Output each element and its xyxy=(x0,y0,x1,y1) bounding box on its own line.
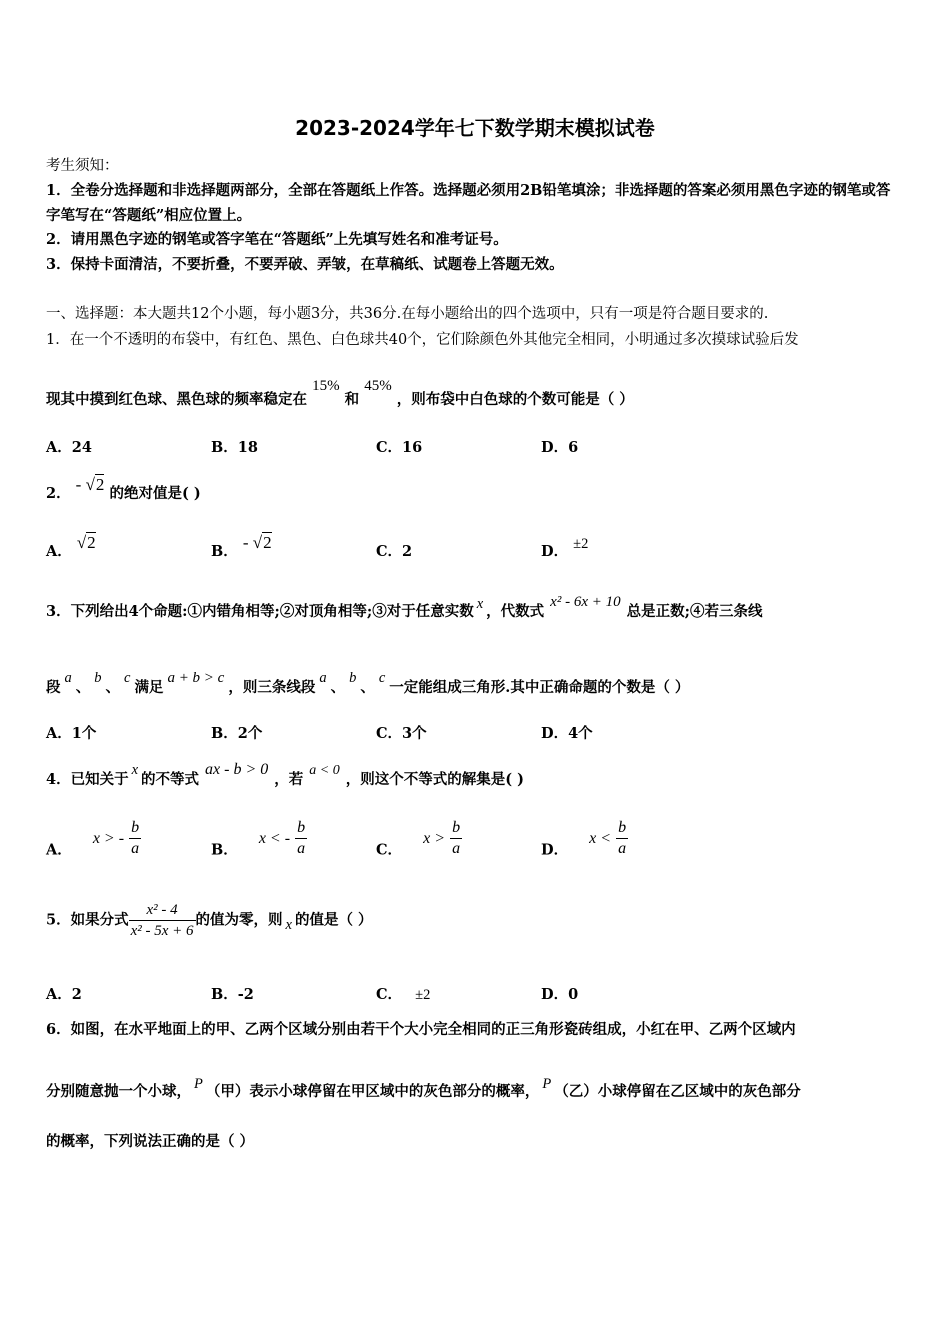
q4-option-c-fraction xyxy=(450,818,462,859)
q3-sep-1: 、 xyxy=(75,679,91,696)
q2-option-a-value: √2 xyxy=(76,533,96,552)
q3-option-c: C．3个 xyxy=(376,725,427,742)
q3-text-end: 一定能组成三角形.其中正确命题的个数是（ ） xyxy=(389,679,690,696)
q4-option-d-den: a xyxy=(618,840,627,857)
q6-text-a: 分别随意抛一个小球， xyxy=(46,1083,191,1100)
q3-var-c: c xyxy=(124,670,131,686)
q5-option-b: B．-2 xyxy=(211,986,254,1003)
q4-option-b-label: B． xyxy=(211,841,238,859)
q4-option-b-num: b xyxy=(295,818,307,839)
q3-var-x: x xyxy=(476,596,484,612)
q3-var-c-2: c xyxy=(378,670,386,686)
q5-var-x: x xyxy=(285,916,292,933)
q5-text-a: 5．如果分式 xyxy=(46,911,129,929)
q6-line2 xyxy=(46,1076,801,1101)
q1-line2 xyxy=(46,378,634,409)
q4-option-c-lhs: x > xyxy=(423,829,446,847)
q4-option-a xyxy=(46,818,141,860)
q2-option-b xyxy=(211,533,272,561)
notice-item-2: 2．请用黑色字迹的钢笔或答字笔在“答题纸”上先填写姓名和准考证号。 xyxy=(46,231,508,248)
q1-option-b: B．18 xyxy=(211,439,258,456)
q1-option-c: C．16 xyxy=(376,439,423,456)
notice-item-3: 3．保持卡面清洁，不要折叠，不要弄破、弄皱，在草稿纸、试题卷上答题无效。 xyxy=(46,256,564,273)
q3-expression: x² - 6x + 10 xyxy=(550,594,621,610)
q6-var-p-2: P xyxy=(542,1076,552,1092)
section-heading: 一、选择题：本大题共12个小题，每小题3分，共36分.在每小题给出的四个选项中，只有一项是符合题目要求的. xyxy=(46,306,769,322)
q4-option-b-den: a xyxy=(297,840,306,857)
q4-text-c: ，若 xyxy=(274,771,304,788)
q4-option-c xyxy=(376,818,462,860)
q5-denominator: x² - 5x + 6 xyxy=(130,923,194,939)
q1-text-a: 现其中摸到红色球、黑色球的频率稳定在 xyxy=(46,391,307,408)
q4-inequality: ax - b > 0 xyxy=(205,761,269,778)
q2-stem xyxy=(46,475,201,503)
q3-line2 xyxy=(46,670,690,697)
q6-line1: 6．如图，在水平地面上的甲、乙两个区域分别由若干个大小完全相同的正三角形瓷砖组成，小红在甲、乙两个区域内 xyxy=(46,1021,796,1038)
q5-numerator: x² - 4 xyxy=(129,900,196,921)
q4-option-a-lhs: x > - xyxy=(92,829,125,847)
q4-option-a-label: A． xyxy=(46,841,72,859)
q3-text-comma: ，代数式 xyxy=(486,603,545,620)
q4-option-d-num: b xyxy=(616,818,628,839)
q1-text-b: ，则布袋中白色球的个数可能是（ ） xyxy=(396,391,634,408)
q1-option-d: D．6 xyxy=(541,439,579,456)
q4-option-d-lhs: x < xyxy=(589,829,612,847)
q1-line1: 1．在一个不透明的布袋中，有红色、黑色、白色球共40个，它们除颜色外其他完全相同，小明通过多次摸球试验后发 xyxy=(46,332,799,348)
q3-var-b-2: b xyxy=(349,670,357,686)
q4-option-a-num: b xyxy=(129,818,141,839)
q3-satisfy: 满足 xyxy=(134,679,164,696)
notice-heading: 考生须知： xyxy=(46,158,119,174)
q4-var-x: x xyxy=(131,762,139,778)
q4-text-b: 的不等式 xyxy=(141,771,200,788)
q4-option-b-fraction xyxy=(295,818,307,859)
q1-percent-red: 15% xyxy=(312,378,340,394)
q4-option-d-fraction xyxy=(616,818,628,859)
q2-neg-sign: - xyxy=(75,475,82,494)
q1-option-a: A．24 xyxy=(46,439,92,456)
q6-text-c: （乙）小球停留在乙区域中的灰色部分 xyxy=(554,1083,801,1100)
q4-option-c-num: b xyxy=(450,818,462,839)
q3-var-a: a xyxy=(64,670,72,686)
q3-text-b: 总是正数;④若三条线 xyxy=(626,603,763,620)
q4-option-b-lhs: x < - xyxy=(258,829,291,847)
q5-text-b: 的值为零，则 xyxy=(195,911,283,929)
q3-sep-3: 、 xyxy=(330,679,346,696)
q3-var-a-2: a xyxy=(319,670,327,686)
q2-option-b-label: B． xyxy=(211,543,238,560)
q6-var-p-1: P xyxy=(194,1076,203,1092)
q2-option-d xyxy=(541,536,589,561)
q2-option-d-label: D． xyxy=(541,543,569,560)
q3-then: ，则三条线段 xyxy=(228,679,316,696)
q2-option-a xyxy=(46,533,96,561)
q4-option-b xyxy=(211,818,307,860)
q4-text-d: ，则这个不等式的解集是( ) xyxy=(345,771,524,788)
q5-text-c: 的值是（ ） xyxy=(294,911,373,929)
notice-item-1: 1．全卷分选择题和非选择题两部分，全部在答题纸上作答。选择题必须用2B铅笔填涂；非选择题的答案必须用黑色字迹的钢笔或答字笔写在“答题纸”相应位置上。 xyxy=(46,182,891,224)
q6-line3: 的概率，下列说法正确的是（ ） xyxy=(46,1133,255,1150)
q4-option-d xyxy=(541,818,628,860)
q4-text-a: 4．已知关于 xyxy=(46,771,129,788)
q3-var-b: b xyxy=(94,670,102,686)
q3-option-d: D．4个 xyxy=(541,725,593,742)
q2-option-d-value: ±2 xyxy=(573,536,589,552)
q5-option-c-value: ±2 xyxy=(415,987,431,1003)
q2-option-b-radicand: 2 xyxy=(263,533,272,552)
q4-condition: a < 0 xyxy=(309,763,340,778)
q3-line1 xyxy=(46,594,763,621)
q2-option-a-label: A． xyxy=(46,543,72,560)
q2-text: 的绝对值是( ) xyxy=(109,485,201,502)
q5-option-c-label: C． xyxy=(376,986,403,1003)
q5-option-c xyxy=(376,983,430,1004)
q2-number: 2． xyxy=(46,485,71,502)
q3-option-a: A．1个 xyxy=(46,725,97,742)
q5-stem xyxy=(46,900,373,941)
q3-text-a: 3．下列给出4个命题:①内错角相等;②对顶角相等;③对于任意实数 xyxy=(46,603,474,620)
q2-option-b-value: - √2 xyxy=(242,533,272,552)
q3-seg-label: 段 xyxy=(46,679,61,696)
page-title: 2023-2024学年七下数学期末模拟试卷 xyxy=(295,116,655,140)
q5-option-a: A．2 xyxy=(46,986,82,1003)
q3-sep-2: 、 xyxy=(105,679,120,696)
q4-option-a-den: a xyxy=(131,840,140,857)
q5-option-d: D．0 xyxy=(541,986,579,1003)
q2-expression: - √2 xyxy=(75,475,105,494)
q1-and: 和 xyxy=(344,391,360,408)
q2-option-c: C．2 xyxy=(376,543,413,560)
q3-option-b: B．2个 xyxy=(211,725,263,742)
q2-option-b-neg: - xyxy=(242,533,249,552)
q2-radicand: 2 xyxy=(95,475,105,494)
q1-percent-black: 45% xyxy=(364,378,392,394)
q6-text-b: （甲）表示小球停留在甲区域中的灰色部分的概率， xyxy=(205,1083,540,1100)
q3-sep-4: 、 xyxy=(360,679,375,696)
q4-option-c-den: a xyxy=(452,840,461,857)
q3-condition: a + b > c xyxy=(167,670,225,686)
q5-fraction xyxy=(129,900,196,941)
q2-option-a-radicand: 2 xyxy=(87,533,96,552)
q4-option-c-label: C． xyxy=(376,841,403,859)
q4-option-a-fraction xyxy=(129,818,141,859)
q4-option-d-label: D． xyxy=(541,841,569,859)
q4-stem xyxy=(46,761,524,789)
